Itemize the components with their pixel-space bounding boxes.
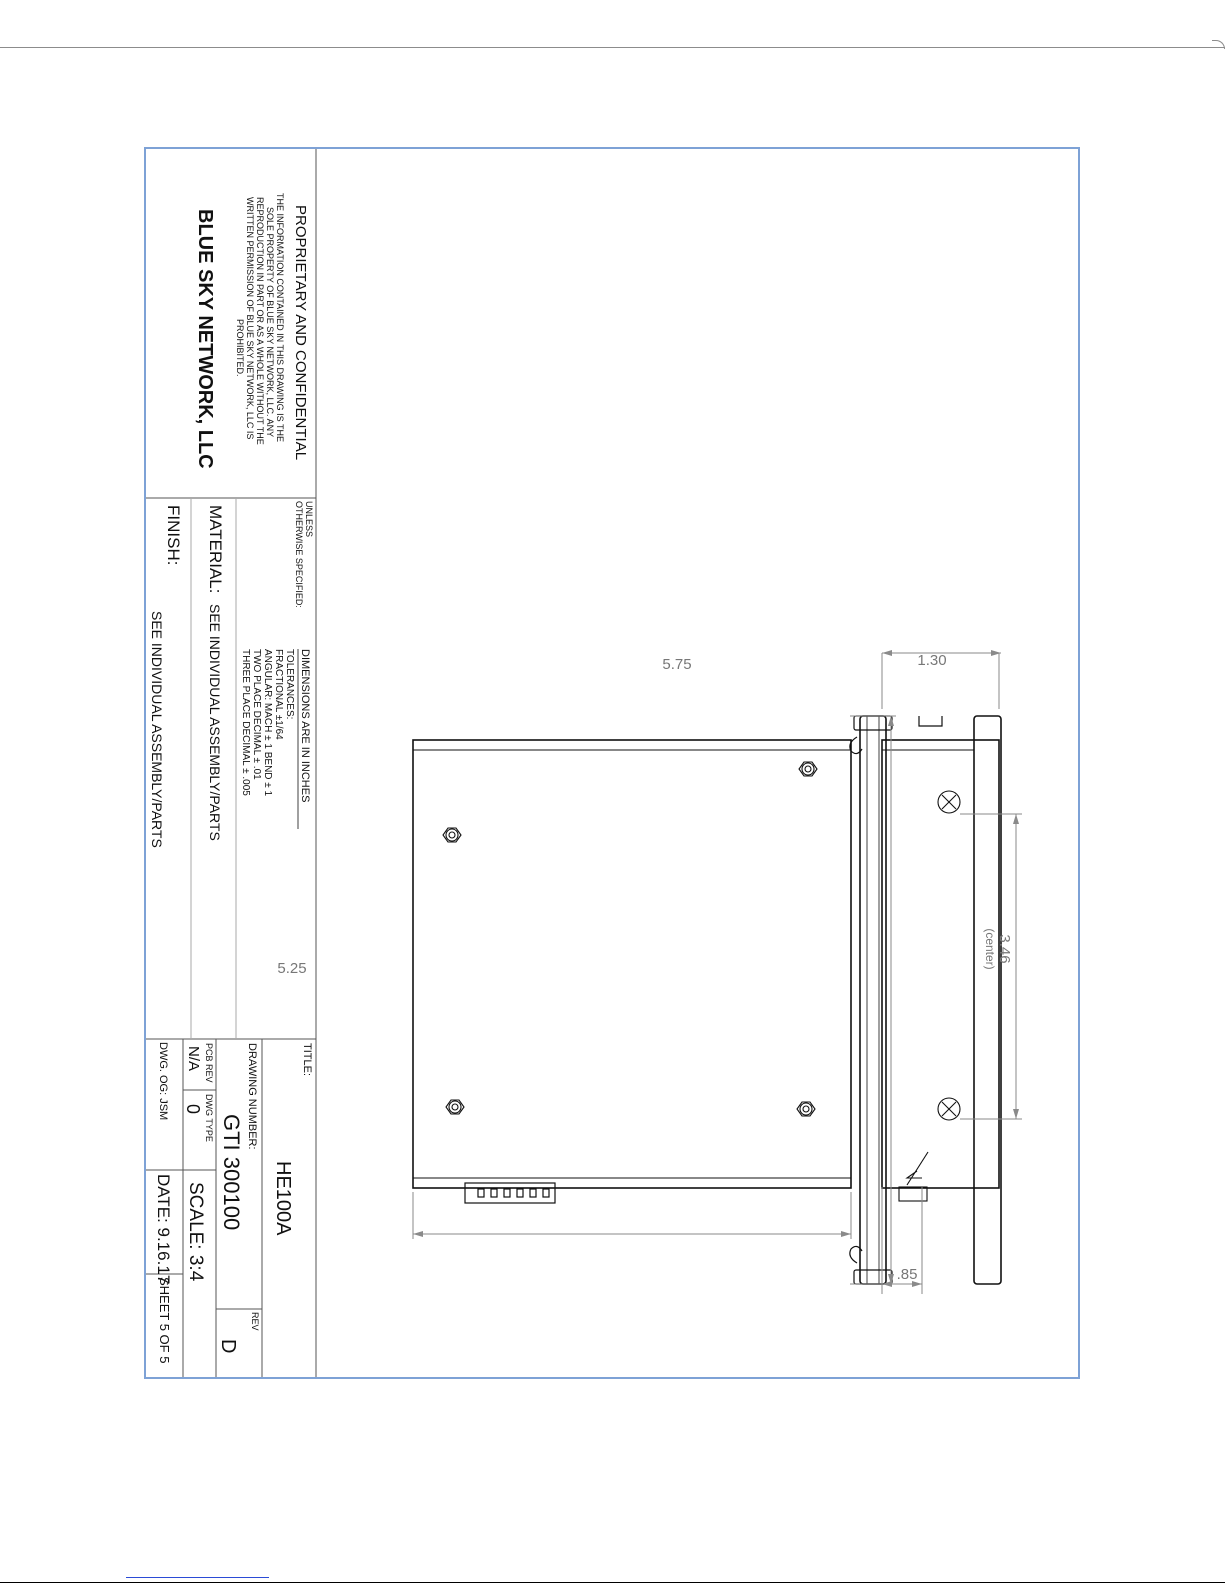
finish-label: FINISH: bbox=[164, 505, 183, 566]
db-connector bbox=[465, 1183, 555, 1203]
drawing-view bbox=[413, 650, 1022, 1294]
title-block bbox=[146, 149, 316, 1379]
rev-value: D bbox=[217, 1339, 239, 1354]
dim-3-46-note: (center) bbox=[983, 928, 997, 970]
dim-0-85: .85 bbox=[896, 1266, 918, 1283]
notice-line: REPRODUCTION IN PART OR AS A WHOLE WITHOUT THE bbox=[255, 197, 265, 445]
material-label: MATERIAL: bbox=[206, 505, 225, 594]
notice-line: THE INFORMATION CONTAINED IN THIS DRAWING IS THE bbox=[275, 193, 285, 443]
dim-5-75: 5.75 bbox=[662, 656, 692, 673]
units-note: DIMENSIONS ARE IN INCHES bbox=[299, 649, 311, 803]
rev-label: REV bbox=[250, 1312, 260, 1331]
company-name: BLUE SKY NETWORK, LLC bbox=[194, 209, 216, 469]
enclosure-body bbox=[413, 740, 851, 1188]
tol-three-place: THREE PLACE DECIMAL ± .005 bbox=[240, 649, 251, 796]
scale: SCALE: 3:4 bbox=[185, 1182, 206, 1282]
pcb-rev-label: PCB REV bbox=[204, 1043, 214, 1083]
proprietary-heading: PROPRIETARY AND CONFIDENTIAL bbox=[292, 205, 309, 461]
standoff-hex bbox=[443, 828, 461, 842]
tol-angular: ANGULAR: MACH ± 1 BEND ± 1 bbox=[262, 649, 273, 797]
phillips-screw bbox=[938, 1098, 960, 1120]
title-label: TITLE: bbox=[301, 1043, 313, 1077]
drawing-title: HE100A bbox=[272, 1161, 294, 1236]
material-value: SEE INDIVIDUAL ASSEMBLY/PARTS bbox=[207, 604, 223, 841]
footnote-separator bbox=[126, 1577, 269, 1578]
dim-3-46: 3.46 bbox=[996, 934, 1013, 964]
tolerances-header: TOLERANCES: bbox=[284, 649, 295, 720]
pcb-rev-value: N/A bbox=[185, 1046, 202, 1072]
sheet-number: SHEET 5 OF 5 bbox=[157, 1277, 172, 1364]
standoff-hex bbox=[446, 1100, 464, 1114]
tol-fractional: FRACTIONAL ±1/64 bbox=[273, 649, 284, 740]
standoff-hex bbox=[797, 1102, 815, 1116]
proprietary-block bbox=[194, 193, 309, 469]
tol-two-place: TWO PLACE DECIMAL ± .01 bbox=[251, 649, 262, 780]
page-top-rule-corner bbox=[1212, 40, 1225, 49]
phillips-screw bbox=[938, 791, 960, 813]
finish-value: SEE INDIVIDUAL ASSEMBLY/PARTS bbox=[149, 611, 165, 848]
drawing-sheet bbox=[144, 147, 1080, 1379]
dwg-type-label: DWG TYPE bbox=[204, 1094, 214, 1142]
unless-line1: UNLESS bbox=[304, 501, 314, 538]
dwg-type-value: 0 bbox=[183, 1104, 203, 1115]
drawing-date: DATE: 9.16.17 bbox=[154, 1174, 173, 1285]
unless-line2: OTHERWISE SPECIFIED: bbox=[294, 501, 304, 608]
side-flange bbox=[974, 716, 1001, 1284]
notice-line: PROHIBITED. bbox=[235, 319, 245, 377]
drawing-number-label: DRAWING NUMBER: bbox=[246, 1043, 258, 1150]
side-body bbox=[882, 740, 999, 1188]
notice-line: WRITTEN PERMISSION OF BLUE SKY NETWORK, LLC IS bbox=[245, 197, 255, 440]
notice-line: SOLE PROPERTY OF BLUE SKY NETWORK, LLC. ANY bbox=[265, 207, 275, 438]
tolerance-block bbox=[149, 501, 314, 848]
dim-1-30: 1.30 bbox=[917, 652, 947, 669]
page-bottom-rule bbox=[0, 1582, 1225, 1583]
drawing-originator: DWG. OG: JSM bbox=[157, 1042, 169, 1121]
dim-5-25: 5.25 bbox=[277, 960, 307, 977]
title-cells bbox=[154, 1042, 313, 1363]
drawing-number: GTI 300100 bbox=[219, 1114, 244, 1231]
drawing-sheet-canvas bbox=[146, 149, 1080, 1379]
dimension-lines bbox=[413, 653, 1022, 1294]
page-top-rule bbox=[0, 47, 1225, 48]
standoff-hex bbox=[799, 762, 817, 776]
